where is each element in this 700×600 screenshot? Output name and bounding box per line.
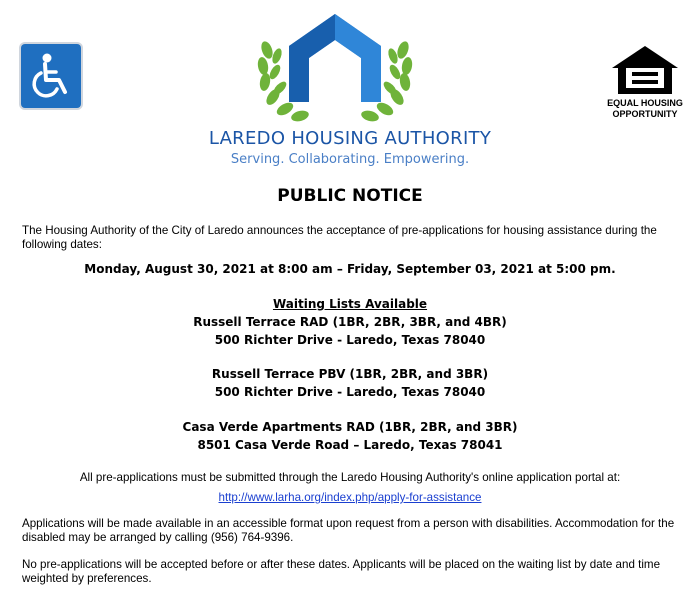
wheelchair-accessibility-icon — [21, 44, 81, 108]
tagline: Serving. Collaborating. Empowering. — [230, 152, 470, 167]
list-item-address: 8501 Casa Verde Road – Laredo, Texas 78041 — [197, 438, 503, 452]
list-item-name: Russell Terrace PBV (1BR, 2BR, and 3BR) — [211, 367, 489, 381]
portal-instructions: All pre-applications must be submitted through the Laredo Housing Authority's online application portal at: — [79, 471, 621, 484]
intro-paragraph: The Housing Authority of the City of Laredo announces the acceptance of pre-applications for housing assistance during the following dates: — [22, 224, 657, 251]
closing-paragraph: No pre-applications will be accepted before or after these dates. Applicants will be placed on the waiting list by date and time weighted by preferences. — [22, 558, 661, 585]
application-portal-link[interactable]: http://www.larha.org/index.php/apply-for-assistance — [218, 491, 482, 504]
equal-housing-line-2: OPPORTUNITY — [612, 109, 678, 119]
application-dates: Monday, August 30, 2021 at 8:00 am – Friday, September 03, 2021 at 5:00 pm. — [84, 262, 616, 276]
list-item-name: Casa Verde Apartments RAD (1BR, 2BR, and 3BR) — [182, 420, 518, 434]
organization-name: LAREDO HOUSING AUTHORITY — [208, 128, 492, 149]
accessibility-paragraph: Applications will be made available in an accessible format upon request from a person with disabilities. Accommodation for the disabled may be arranged by calling (956) 764-9396. — [22, 517, 675, 544]
list-item-address: 500 Richter Drive - Laredo, Texas 78040 — [214, 333, 486, 347]
list-item-address: 500 Richter Drive - Laredo, Texas 78040 — [214, 385, 486, 399]
equal-housing-opportunity-icon — [610, 44, 680, 96]
housing-authority-logo — [245, 10, 425, 128]
equal-housing-line-1: EQUAL HOUSING — [607, 98, 683, 108]
equal-housing-opportunity-logo — [598, 44, 692, 120]
list-item-name: Russell Terrace RAD (1BR, 2BR, 3BR, and 4BR) — [193, 315, 507, 329]
notice-title: PUBLIC NOTICE — [277, 186, 423, 206]
waiting-lists-heading: Waiting Lists Available — [272, 297, 428, 311]
